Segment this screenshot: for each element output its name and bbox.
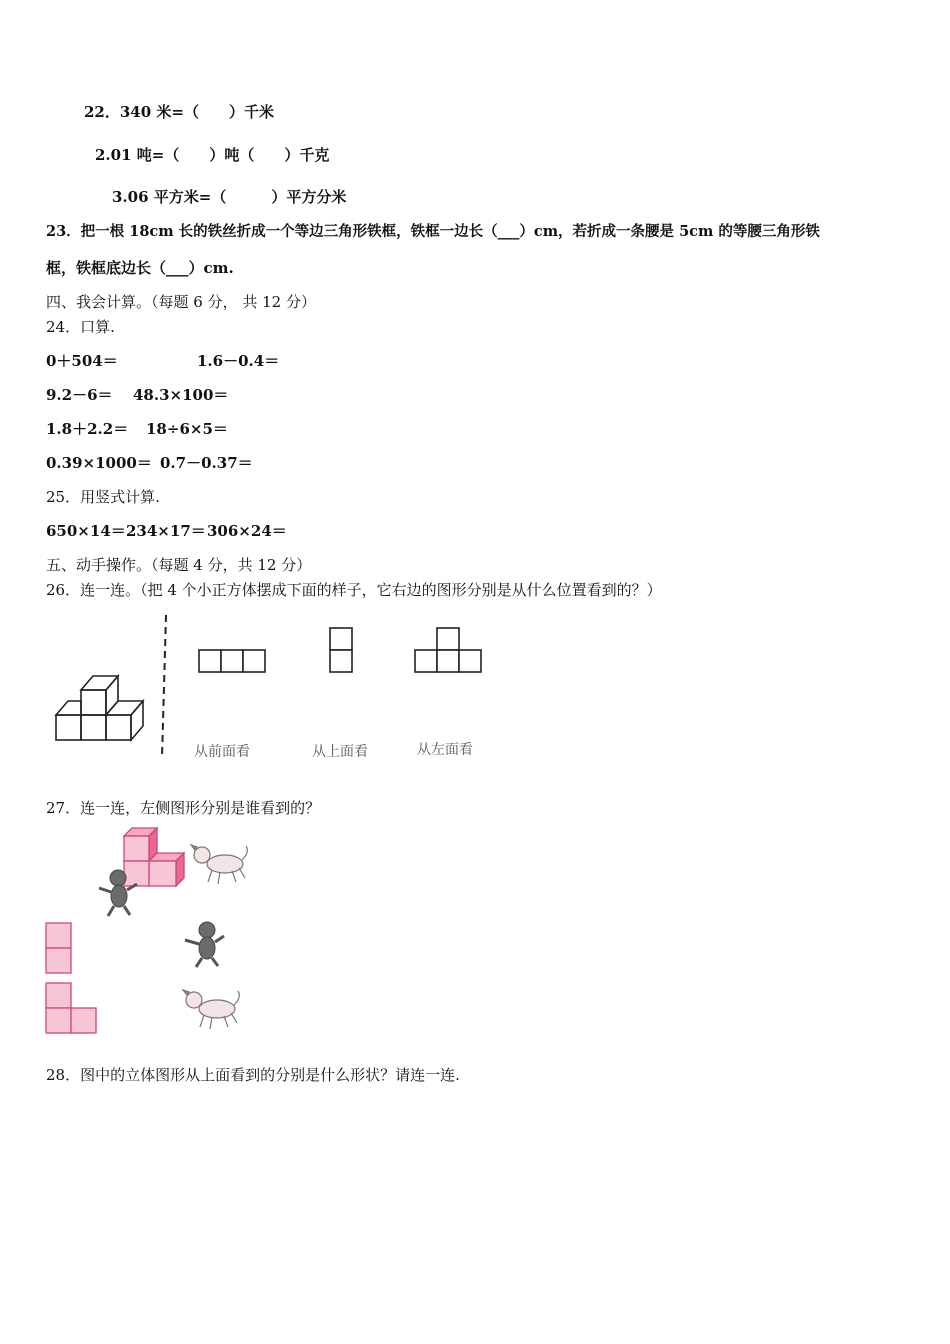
q26-title: 26．连一连。（把 4 个小正方体摆成下面的样子，它右边的图形分别是从什么位置看到的？） [46, 581, 662, 599]
caption-front-view: 从前面看 [194, 744, 250, 760]
q23-line1: 23．把一根 18cm 长的铁丝折成一个等边三角形铁框，铁框一边长（___）cm，若折成一条腰是 5cm 的等腰三角形铁 [46, 223, 820, 240]
dashed-divider [162, 615, 166, 758]
q25-item-1: 650×14＝ [46, 522, 126, 540]
q24-item-5: 1.8＋2.2＝ [46, 420, 129, 438]
cube-stack-drawing [56, 676, 143, 740]
caption-left-view: 从左面看 [417, 742, 473, 758]
pink-view-l-shape [46, 983, 96, 1033]
section-5-title: 五、动手操作。（每题 4 分，共 12 分） [46, 556, 312, 574]
q24-item-6: 18÷6×5＝ [146, 420, 228, 438]
pink-view-stacked [46, 923, 71, 973]
view-left-shape [415, 628, 481, 672]
dog-icon-2 [183, 990, 239, 1029]
section-4-title: 四、我会计算。（每题 6 分， 共 12 分） [46, 293, 316, 311]
dog-icon [191, 845, 247, 884]
q24-item-1: 0＋504＝ [46, 352, 118, 370]
q24-item-7: 0.39×1000＝ [46, 454, 152, 472]
q25-title: 25．用竖式计算. [46, 488, 160, 506]
pink-cube-stack [124, 828, 184, 886]
q25-item-2: 234×17＝ [126, 522, 206, 540]
q23-line2: 框，铁框底边长（___）cm. [46, 259, 234, 277]
q28-title: 28．图中的立体图形从上面看到的分别是什么形状？请连一连. [46, 1066, 460, 1084]
q24-item-3: 9.2－6＝ [46, 386, 113, 404]
q24-item-4: 48.3×100＝ [133, 386, 229, 404]
q24-item-8: 0.7－0.37＝ [160, 454, 253, 472]
q27-figure [40, 822, 260, 1037]
q24-title: 24．口算. [46, 318, 115, 336]
caption-top-view: 从上面看 [312, 744, 368, 760]
q25-item-3: 306×24＝ [207, 522, 287, 540]
q27-title: 27．连一连，左侧图形分别是谁看到的？ [46, 799, 321, 817]
view-front-shape [199, 650, 265, 672]
view-top-shape [330, 628, 352, 672]
q22-line3: 3.06 平方米=（ ）平方分米 [112, 188, 347, 206]
q22-line1: 22．340 米=（ ）千米 [84, 103, 274, 121]
q24-item-2: 1.6－0.4＝ [197, 352, 280, 370]
q22-line2: 2.01 吨=（ ）吨（ ）千克 [95, 146, 330, 164]
monkey-icon-2 [185, 922, 224, 967]
